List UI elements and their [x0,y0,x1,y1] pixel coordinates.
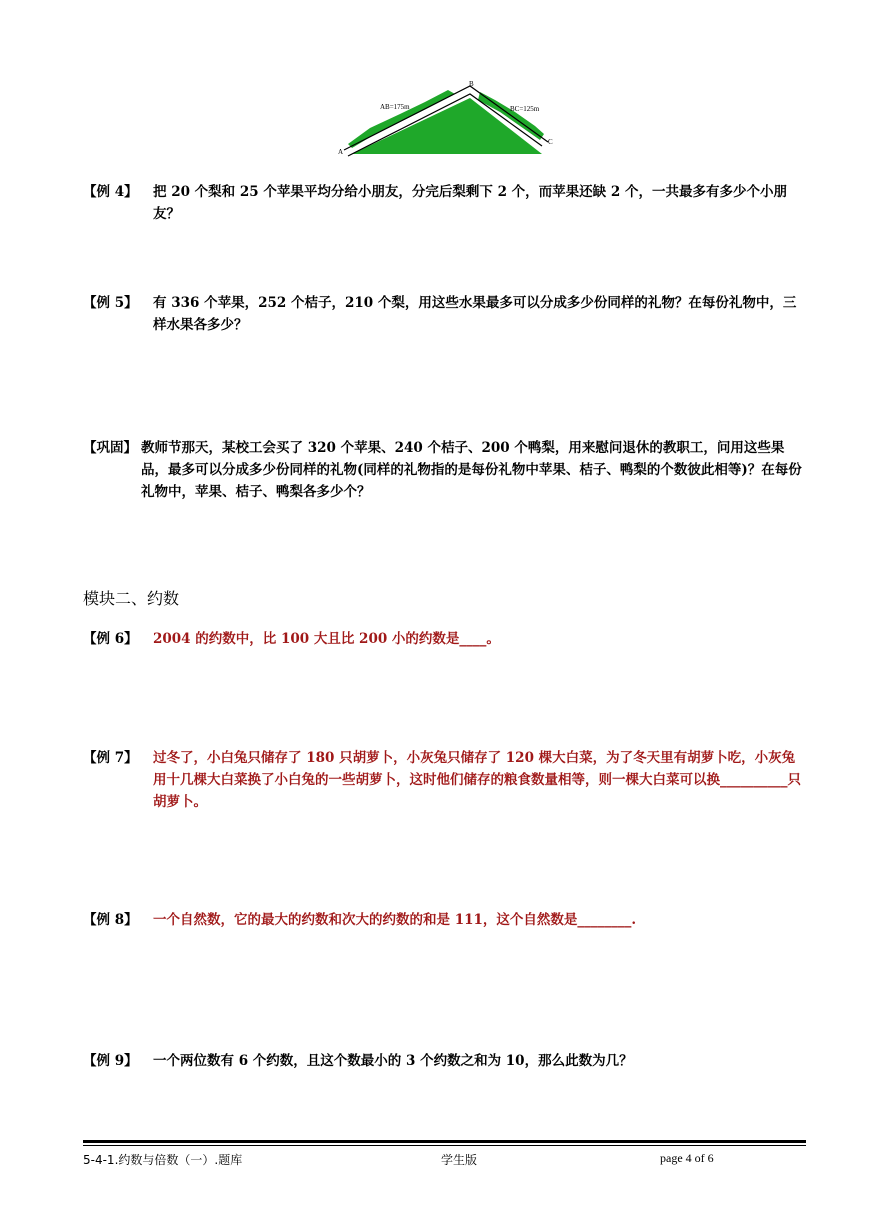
problem-tag: 【例 5】 [83,295,138,311]
problem-tag: 【例 9】 [83,1053,138,1069]
problem-tag: 【例 8】 [83,912,138,928]
footer-rule-thick [83,1140,806,1143]
problem-text: 教师节那天，某校工会买了 320 个苹果、240 个桔子、200 个鸭梨，用来慰问退休的教职工，问用这些果品，最多可以分成多少份同样的礼物(同样的礼物指的是每份礼物中苹果、桔子、鸭梨的个数彼此相等)？在每份礼物中，苹果、桔子、鸭梨各多少个？ [141,440,802,500]
problem-consolidate [83,437,808,503]
problem-9 [83,1050,808,1072]
problem-text: 有 336 个苹果，252 个桔子，210 个梨，用这些水果最多可以分成多少份同样的礼物？在每份礼物中，三样水果各多少？ [153,295,797,333]
footer-doc-title: 5-4-1.约数与倍数（一）.题库 [83,1153,243,1167]
problem-tag: 【例 7】 [83,750,138,766]
problem-5 [83,292,808,336]
problem-8 [83,909,808,931]
footer-edition: 学生版 [441,1153,478,1167]
problem-text: 2004 的约数中，比 100 大且比 200 小的约数是____。 [153,631,500,647]
problem-6 [83,628,808,650]
footer-rule-thin [83,1145,806,1146]
label-bc: BC=125m [510,105,540,113]
problem-tag: 【例 4】 [83,184,138,200]
problem-tag: 【巩固】 [83,440,137,456]
problem-text: 过冬了，小白兔只储存了 180 只胡萝卜，小灰兔只储存了 120 棵大白菜，为了冬天里有胡萝卜吃，小灰兔用十几棵大白菜换了小白兔的一些胡萝卜，这时他们储存的粮食数量相等，则一棵大白菜可以换__________只胡萝卜。 [153,750,801,810]
problem-4 [83,181,808,225]
problem-text: 把 20 个梨和 25 个苹果平均分给小朋友，分完后梨剩下 2 个，而苹果还缺 2 个，一共最多有多少个小朋友？ [153,184,787,222]
label-a: A [338,148,344,156]
mountain-figure [330,78,560,162]
label-ab: AB=175m [380,103,410,111]
problem-text: 一个自然数，它的最大的约数和次大的约数的和是 111，这个自然数是________. [153,912,637,928]
problem-7 [83,747,808,813]
problem-tag: 【例 6】 [83,631,138,647]
label-c: C [548,138,553,146]
footer-page-number: page 4 of 6 [660,1151,714,1165]
section-title: 模块二、约数 [83,589,180,608]
problem-text: 一个两位数有 6 个约数，且这个数最小的 3 个约数之和为 10，那么此数为几？ [153,1053,633,1069]
label-b: B [469,80,474,88]
